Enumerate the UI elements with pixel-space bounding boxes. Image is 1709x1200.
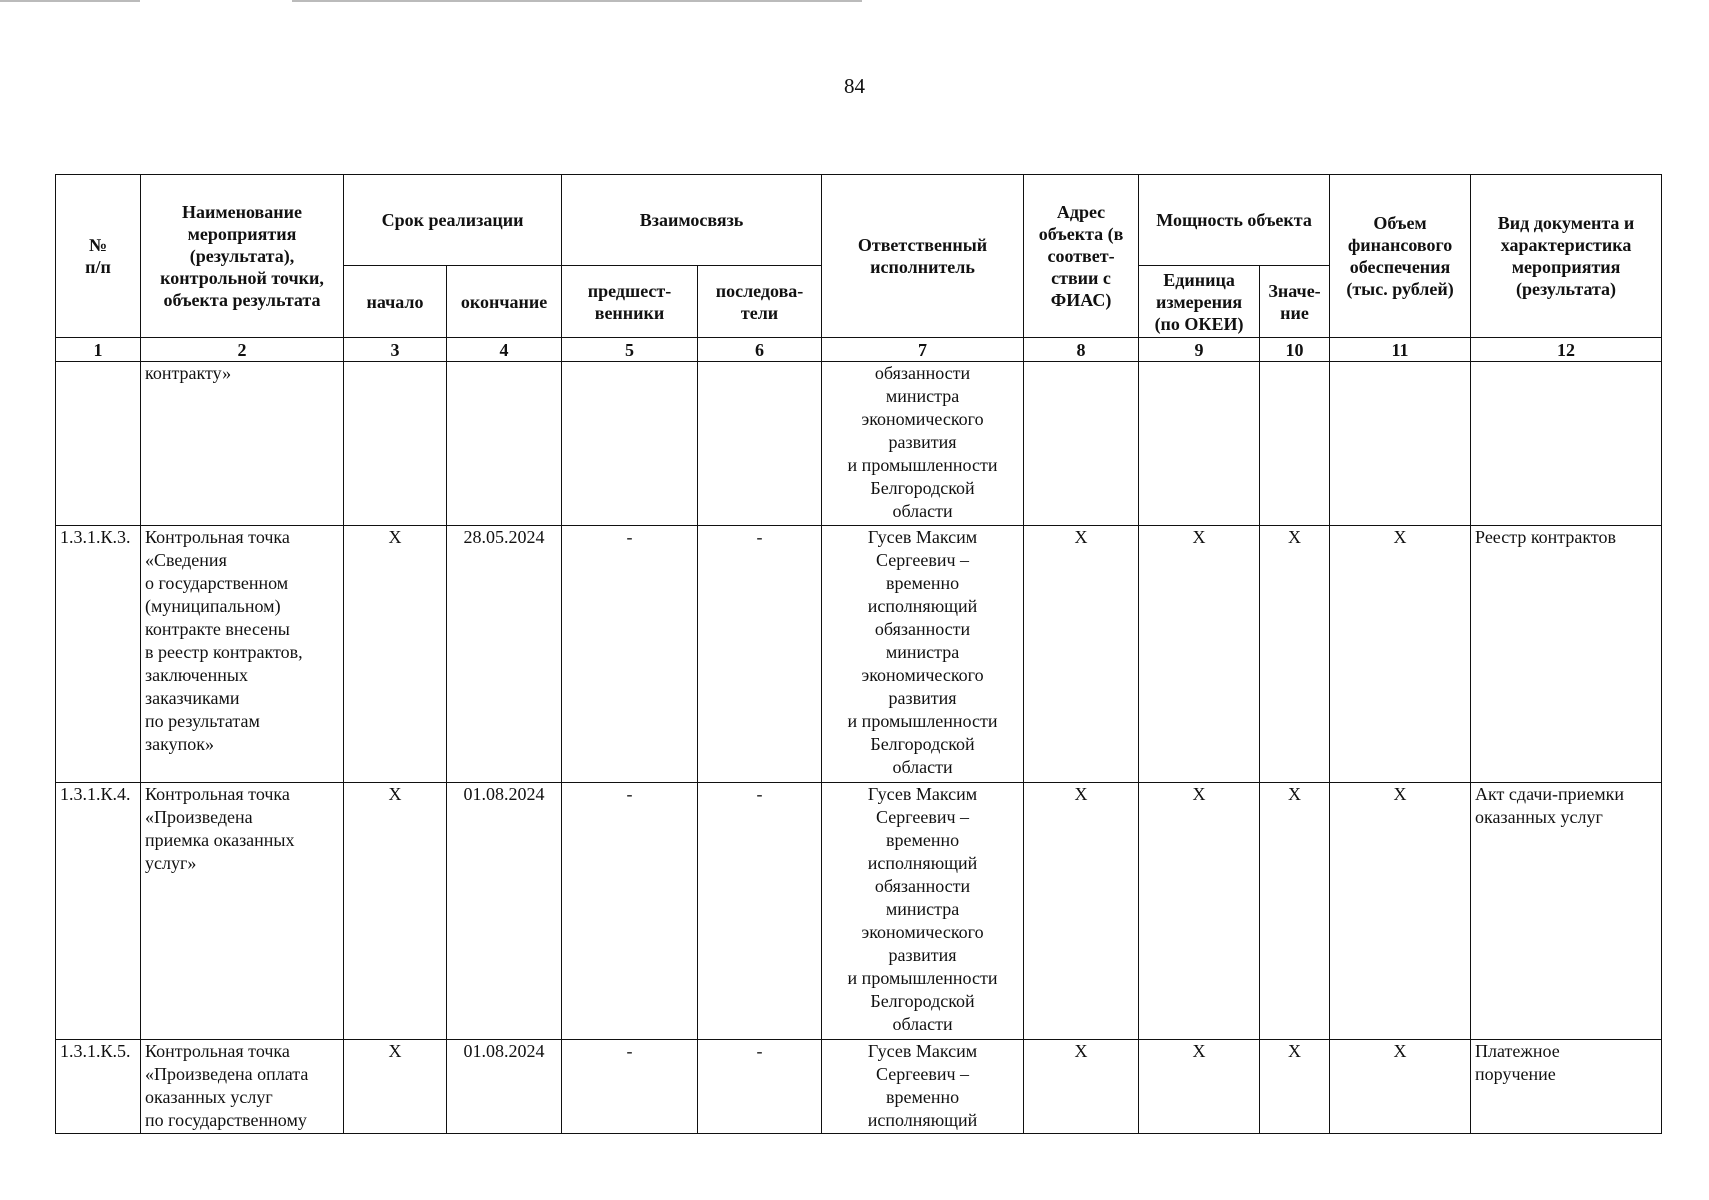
column-number: 9: [1139, 338, 1260, 362]
row-value: X: [1260, 783, 1330, 1040]
row-value: X: [1260, 526, 1330, 783]
row-name: контракту»: [141, 362, 344, 526]
row-next: -: [698, 526, 822, 783]
header-period: Срок реализации: [344, 175, 562, 266]
header-relation-next: последова- тели: [698, 266, 822, 338]
row-start: X: [344, 526, 447, 783]
row-name: Контрольная точка «Произведена оплата оказанных услуг по государственному: [141, 1040, 344, 1134]
table-row: [56, 526, 1662, 783]
row-unit: X: [1139, 526, 1260, 783]
column-number: 4: [447, 338, 562, 362]
row-prev: -: [562, 526, 698, 783]
row-start: X: [344, 783, 447, 1040]
column-number: 8: [1024, 338, 1139, 362]
row-responsible: Гусев Максим Сергеевич – временно исполняющий: [822, 1040, 1024, 1134]
row-finance: [1330, 362, 1471, 526]
row-doc: Платежное поручение: [1471, 1040, 1662, 1134]
header-period-start: начало: [344, 266, 447, 338]
row-name: Контрольная точка «Произведена приемка оказанных услуг»: [141, 783, 344, 1040]
row-finance: X: [1330, 1040, 1471, 1134]
row-value: [1260, 362, 1330, 526]
scan-edge-line: [0, 0, 140, 2]
header-capacity-value: Значе- ние: [1260, 266, 1330, 338]
row-next: -: [698, 783, 822, 1040]
header-name: Наименование мероприятия (результата), контрольной точки, объекта результата: [141, 175, 344, 338]
row-unit: [1139, 362, 1260, 526]
row-finance: X: [1330, 526, 1471, 783]
header-capacity-unit: Единица измерения (по ОКЕИ): [1139, 266, 1260, 338]
row-responsible: Гусев Максим Сергеевич – временно исполняющий обязанности министра экономического развития и промышленности Белгородской области: [822, 783, 1024, 1040]
row-next: [698, 362, 822, 526]
row-responsible: Гусев Максим Сергеевич – временно исполняющий обязанности министра экономического развития и промышленности Белгородской области: [822, 526, 1024, 783]
column-number: 6: [698, 338, 822, 362]
row-finance: X: [1330, 783, 1471, 1040]
row-value: X: [1260, 1040, 1330, 1134]
row-doc: [1471, 362, 1662, 526]
header-finance: Объем финансового обеспечения (тыс. рублей): [1330, 175, 1471, 338]
header-address: Адрес объекта (в соответ-ствии с ФИАС): [1024, 175, 1139, 338]
column-number: 5: [562, 338, 698, 362]
row-doc: Акт сдачи-приемки оказанных услуг: [1471, 783, 1662, 1040]
row-start: [344, 362, 447, 526]
row-unit: X: [1139, 1040, 1260, 1134]
row-unit: X: [1139, 783, 1260, 1040]
row-prev: [562, 362, 698, 526]
row-end: 28.05.2024: [447, 526, 562, 783]
plan-table: [55, 174, 1662, 1134]
row-address: X: [1024, 526, 1139, 783]
row-start: X: [344, 1040, 447, 1134]
row-end: [447, 362, 562, 526]
column-number: 7: [822, 338, 1024, 362]
column-number: 11: [1330, 338, 1471, 362]
row-num: 1.3.1.К.3.: [56, 526, 141, 783]
column-number: 10: [1260, 338, 1330, 362]
header-doc: Вид документа и характеристика мероприятия (результата): [1471, 175, 1662, 338]
row-address: X: [1024, 783, 1139, 1040]
table-row: [56, 1040, 1662, 1134]
row-end: 01.08.2024: [447, 783, 562, 1040]
header-num: № п/п: [56, 175, 141, 338]
page-number: 84: [844, 74, 865, 98]
row-num: [56, 362, 141, 526]
row-num: 1.3.1.К.5.: [56, 1040, 141, 1134]
row-end: 01.08.2024: [447, 1040, 562, 1134]
header-capacity: Мощность объекта: [1139, 175, 1330, 266]
column-number: 3: [344, 338, 447, 362]
column-number: 1: [56, 338, 141, 362]
row-address: X: [1024, 1040, 1139, 1134]
row-responsible: обязанности министра экономического развития и промышленности Белгородской области: [822, 362, 1024, 526]
column-number: 2: [141, 338, 344, 362]
table-row: [56, 362, 1662, 526]
header-relation: Взаимосвязь: [562, 175, 822, 266]
header-responsible: Ответственный исполнитель: [822, 175, 1024, 338]
header-relation-prev: предшест- венники: [562, 266, 698, 338]
row-doc: Реестр контрактов: [1471, 526, 1662, 783]
row-name: Контрольная точка «Сведения о государственном (муниципальном) контракте внесены в реестр контрактов, заключенных заказчиками по результатам закупок»: [141, 526, 344, 783]
row-prev: -: [562, 1040, 698, 1134]
row-next: -: [698, 1040, 822, 1134]
table-row: [56, 783, 1662, 1040]
scan-edge-line: [292, 0, 862, 2]
row-address: [1024, 362, 1139, 526]
header-period-end: окончание: [447, 266, 562, 338]
column-number: 12: [1471, 338, 1662, 362]
row-num: 1.3.1.К.4.: [56, 783, 141, 1040]
row-prev: -: [562, 783, 698, 1040]
